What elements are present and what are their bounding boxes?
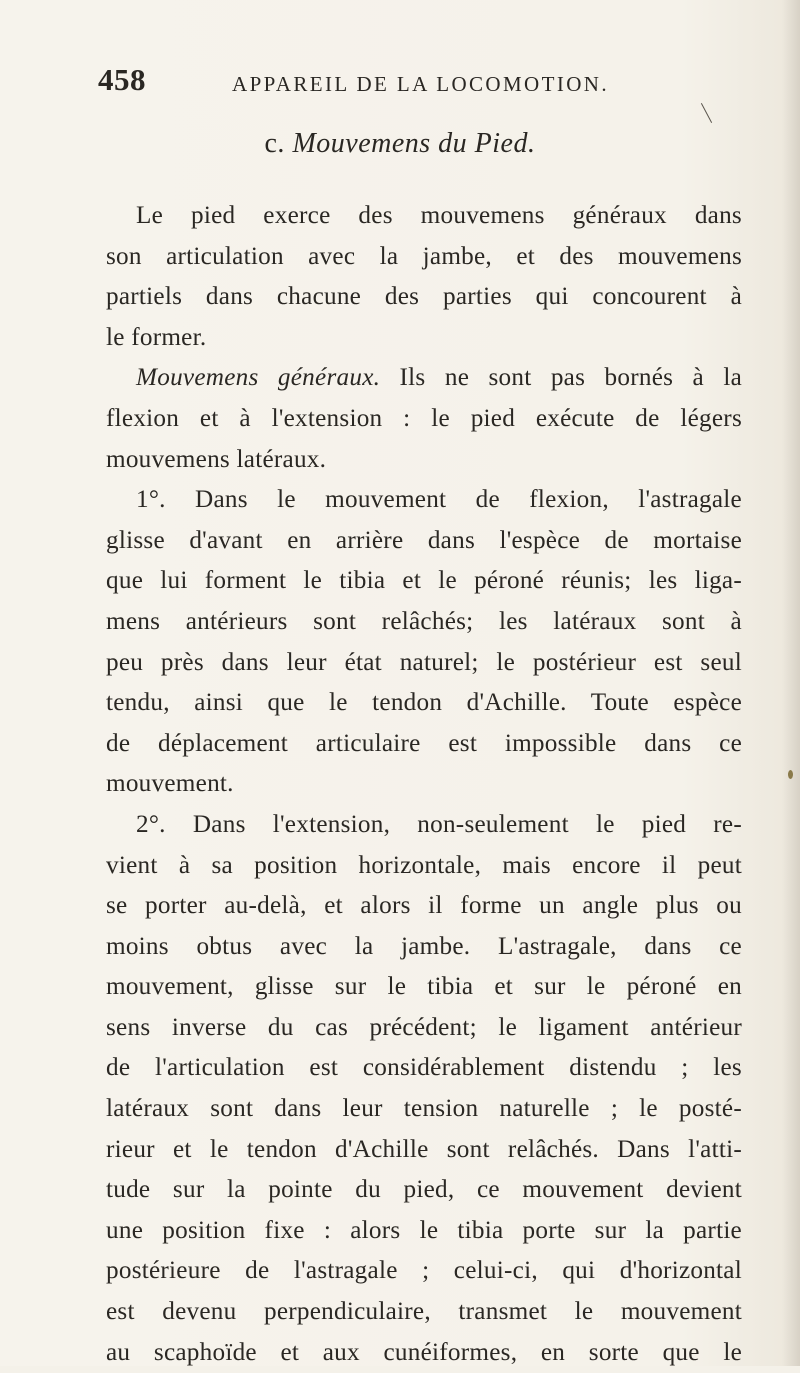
text-line: se porter au-delà, et alors il forme un angle plus ou <box>106 892 742 920</box>
text-line: Le pied exerce des mouvemens généraux dans <box>136 202 742 229</box>
page-edge-shadow <box>782 0 800 1366</box>
text-line: une position fixe : alors le tibia porte sur la partie <box>106 1216 742 1244</box>
section-title-text: Mouvemens du Pied. <box>292 128 536 159</box>
text-line: que lui forment le tibia et le péroné réunis; les liga- <box>106 567 742 595</box>
subheading-inline: Mouvemens généraux. <box>136 364 381 392</box>
text-line: moins obtus avec la jambe. L'astragale, dans ce <box>106 932 742 960</box>
text-line <box>106 358 742 399</box>
text-line: postérieure de l'astragale ; celui-ci, qui d'horizontal <box>106 1257 742 1285</box>
text-line: tude sur la pointe du pied, ce mouvement devient <box>106 1176 742 1204</box>
text-line: est devenu perpendiculaire, transmet le mouvement <box>106 1298 742 1326</box>
text-line: glisse d'avant en arrière dans l'espèce de mortaise <box>106 526 742 554</box>
text-line: le former. <box>106 323 207 351</box>
text-line: vient à sa position horizontale, mais encore il peut <box>106 851 742 879</box>
running-head: APPAREIL DE LA LOCOMOTION. <box>232 72 610 96</box>
text-line: au scaphoïde et aux cunéiformes, en sorte que le <box>106 1338 742 1366</box>
text-line: latéraux sont dans leur tension naturelle ; le posté- <box>106 1095 742 1123</box>
text-line: partiels dans chacune des parties qui concourent à <box>106 283 742 311</box>
text-line: mouvement, glisse sur le tibia et sur le péroné en <box>106 973 742 1001</box>
text-line: de l'articulation est considérablement distendu ; les <box>106 1054 742 1082</box>
text-line: 2°. Dans l'extension, non-seulement le pied re- <box>136 810 742 838</box>
text-line: flexion et à l'extension : le pied exécute de légers <box>106 404 742 432</box>
text-line: sens inverse du cas précédent; le ligament antérieur <box>106 1013 742 1041</box>
page-number: 458 <box>98 62 146 97</box>
text-line: rieur et le tendon d'Achille sont relâchés. Dans l'atti- <box>106 1135 742 1163</box>
text-line: mouvemens latéraux. <box>106 445 327 473</box>
text-line: peu près dans leur état naturel; le postérieur est seul <box>106 648 742 676</box>
text-line: 1°. Dans le mouvement de flexion, l'astragale <box>136 486 742 514</box>
section-title <box>0 128 800 160</box>
page-header <box>98 62 738 110</box>
text-line: tendu, ainsi que le tendon d'Achille. Toute espèce <box>106 689 742 717</box>
text-run: Ils ne sont pas bornés à la <box>399 364 743 392</box>
body-text <box>106 196 742 1373</box>
ink-blot <box>788 770 793 779</box>
text-line: son articulation avec la jambe, et des mouvemens <box>106 242 742 270</box>
text-line: mouvement. <box>106 770 234 798</box>
section-letter: c. <box>264 128 285 159</box>
text-line: de déplacement articulaire est impossible dans ce <box>106 729 742 757</box>
text-line: mens antérieurs sont relâchés; les latéraux sont à <box>106 607 742 635</box>
